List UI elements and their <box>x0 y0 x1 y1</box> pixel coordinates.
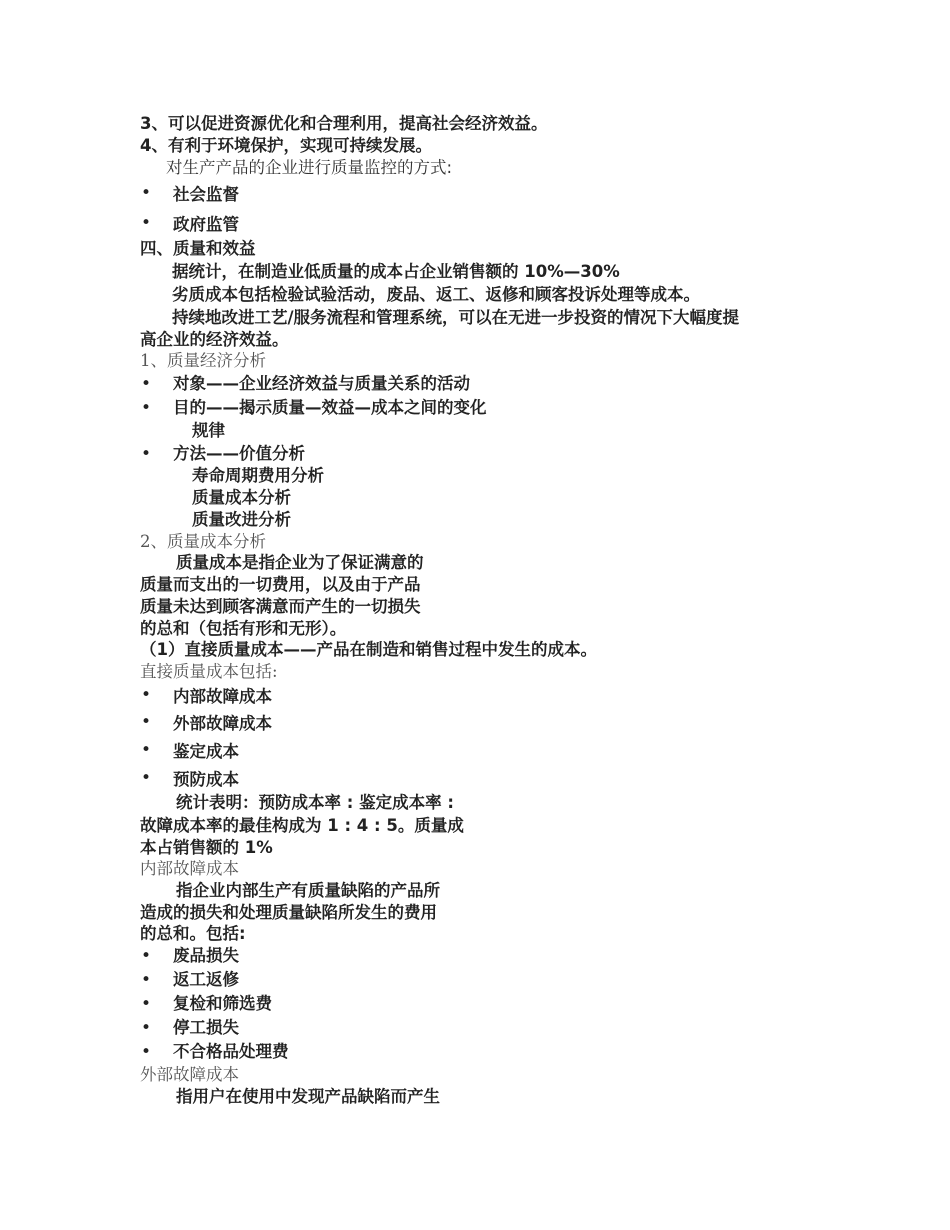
bullet-icon: • <box>141 213 152 233</box>
list-item: 返工返修 <box>173 970 239 989</box>
list-item: 政府监管 <box>173 215 239 234</box>
list-item-continuation: 质量成本分析 <box>192 488 291 507</box>
text-line: 直接质量成本包括: <box>140 662 278 681</box>
section-heading: 四、质量和效益 <box>140 239 256 258</box>
list-item-continuation: 寿命周期费用分析 <box>192 466 324 485</box>
bullet-icon: • <box>141 1042 152 1062</box>
text-line: （1）直接质量成本——产品在制造和销售过程中发生的成本。 <box>140 640 597 659</box>
text-line: 据统计，在制造业低质量的成本占企业销售额的 10%—30% <box>172 262 620 281</box>
list-item: 目的——揭示质量—效益—成本之间的变化 <box>173 398 487 417</box>
text-line: 造成的损失和处理质量缺陷所发生的费用 <box>140 903 437 922</box>
bullet-icon: • <box>141 740 152 760</box>
bullet-icon: • <box>141 1018 152 1038</box>
subsection-heading: 内部故障成本 <box>140 859 239 878</box>
list-item: 社会监督 <box>173 185 239 204</box>
subsection-heading: 2、质量成本分析 <box>140 532 266 551</box>
bullet-icon: • <box>141 183 152 203</box>
subsection-heading: 外部故障成本 <box>140 1065 239 1084</box>
text-line: 对生产产品的企业进行质量监控的方式: <box>166 158 453 177</box>
text-line: 持续地改进工艺/服务流程和管理系统，可以在无进一步投资的情况下大幅度提 <box>172 308 740 327</box>
text-line: 3、可以促进资源优化和合理利用，提高社会经济效益。 <box>140 114 548 133</box>
text-line: 故障成本率的最佳构成为 1 : 4 : 5。质量成 <box>140 816 464 835</box>
text-line: 高企业的经济效益。 <box>140 330 289 349</box>
text-line: 劣质成本包括检验试验活动，废品、返工、返修和顾客投诉处理等成本。 <box>172 285 700 304</box>
bullet-icon: • <box>141 768 152 788</box>
subsection-heading: 1、质量经济分析 <box>140 351 266 370</box>
list-item: 停工损失 <box>173 1018 239 1037</box>
bullet-icon: • <box>141 374 152 394</box>
list-item-continuation: 规律 <box>192 421 225 440</box>
bullet-icon: • <box>141 712 152 732</box>
text-line: 的总和（包括有形和无形）。 <box>140 619 347 638</box>
text-line: 质量未达到顾客满意而产生的一切损失 <box>140 597 421 616</box>
list-item-continuation: 质量改进分析 <box>192 510 291 529</box>
list-item: 不合格品处理费 <box>173 1042 289 1061</box>
list-item: 内部故障成本 <box>173 687 272 706</box>
list-item: 复检和筛选费 <box>173 994 272 1013</box>
bullet-icon: • <box>141 398 152 418</box>
text-line: 4、有利于环境保护，实现可持续发展。 <box>140 136 432 155</box>
text-line: 质量成本是指企业为了保证满意的 <box>176 553 424 572</box>
text-line: 本占销售额的 1% <box>140 838 273 857</box>
list-item: 鉴定成本 <box>173 742 239 761</box>
list-item: 预防成本 <box>173 770 239 789</box>
text-line: 指用户在使用中发现产品缺陷而产生 <box>176 1087 440 1106</box>
list-item: 方法——价值分析 <box>173 444 305 463</box>
list-item: 对象——企业经济效益与质量关系的活动 <box>173 374 470 393</box>
bullet-icon: • <box>141 946 152 966</box>
text-line: 的总和。包括: <box>140 924 246 943</box>
text-line: 指企业内部生产有质量缺陷的产品所 <box>176 881 440 900</box>
bullet-icon: • <box>141 994 152 1014</box>
bullet-icon: • <box>141 444 152 464</box>
text-line: 质量而支出的一切费用，以及由于产品 <box>140 575 421 594</box>
list-item: 外部故障成本 <box>173 714 272 733</box>
bullet-icon: • <box>141 970 152 990</box>
bullet-icon: • <box>141 685 152 705</box>
list-item: 废品损失 <box>173 946 239 965</box>
text-line: 统计表明：预防成本率 : 鉴定成本率 : <box>176 793 454 812</box>
